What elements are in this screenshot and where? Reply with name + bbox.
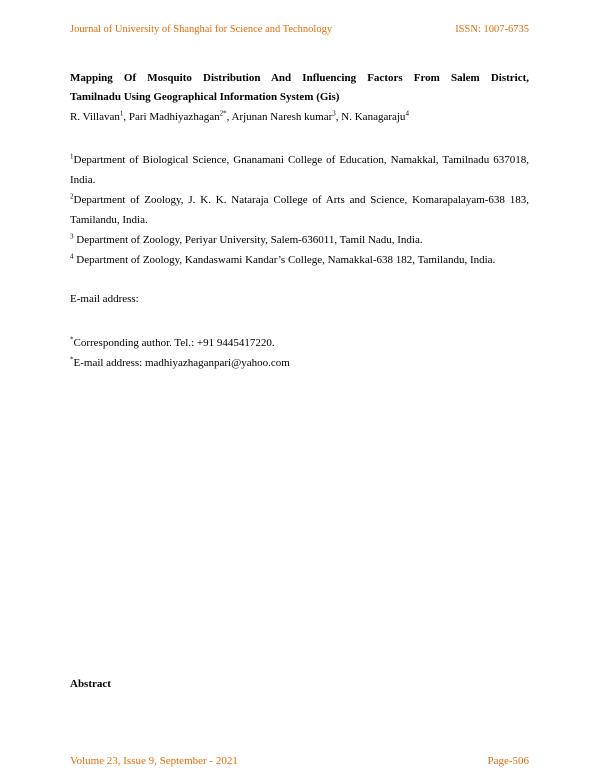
affiliation-sup: 2 bbox=[70, 192, 74, 201]
affiliation bbox=[70, 250, 529, 270]
footer-page: Page-506 bbox=[487, 755, 529, 767]
footer-volume: Volume 23, Issue 9, September - 2021 bbox=[70, 755, 238, 767]
corresponding-author bbox=[70, 333, 529, 373]
author: Arjunan Naresh kumar bbox=[231, 111, 333, 123]
author: N. Kanagaraju bbox=[341, 111, 406, 123]
affiliation-sup: 3 bbox=[70, 232, 74, 241]
affiliation bbox=[70, 190, 529, 230]
corresponding-email-text: E-mail address: madhiyazhaganpari@yahoo.com bbox=[73, 357, 290, 369]
affiliation bbox=[70, 230, 529, 250]
abstract-heading: Abstract bbox=[70, 678, 111, 690]
issn: ISSN: 1007-6735 bbox=[455, 24, 529, 35]
affiliation-text: Department of Biological Science, Gnanamani College of Education, Namakkal, Tamilnadu 637018, India. bbox=[70, 154, 529, 186]
email-label: E-mail address: bbox=[70, 293, 139, 305]
affiliation-text: Department of Zoology, Periyar University, Salem-636011, Tamil Nadu, India. bbox=[76, 234, 423, 246]
author-sup: 1 bbox=[119, 109, 124, 118]
author: R. Villavan bbox=[70, 111, 120, 123]
title-line-2: Tamilnadu Using Geographical Information System (Gis) bbox=[70, 91, 340, 103]
affiliation-text: Department of Zoology, Kandaswami Kandar’s College, Namakkal-638 182, Tamilandu, India. bbox=[76, 254, 496, 266]
corresponding-tel-text: Corresponding author. Tel.: +91 9445417220. bbox=[73, 337, 275, 349]
affiliation-text: Department of Zoology, J. K. K. Nataraja College of Arts and Science, Komarapalayam-638 183, Tamilandu, India. bbox=[70, 194, 529, 226]
affiliation-sup: 4 bbox=[70, 252, 74, 261]
corresponding-tel bbox=[70, 333, 529, 353]
author-list: R. Villavan$^1$, Pari Madhiyazhagan$^{2*}$, Arjunan Naresh kumar$^3$, N. Kanagaraju$^4$ bbox=[70, 109, 409, 123]
affiliation bbox=[70, 150, 529, 190]
title-line-1: Mapping Of Mosquito Distribution And Influencing Factors From Salem District, bbox=[70, 72, 529, 84]
corresponding-sup: * bbox=[70, 335, 74, 344]
corresponding-email bbox=[70, 353, 529, 373]
journal-name: Journal of University of Shanghai for Science and Technology bbox=[70, 24, 333, 35]
paper-title bbox=[70, 69, 529, 107]
affiliation-sup: 1 bbox=[70, 152, 74, 161]
author-sup: 3 bbox=[332, 109, 336, 118]
corresponding-sup: * bbox=[70, 355, 74, 364]
author: Pari Madhiyazhagan bbox=[128, 111, 220, 123]
author-sup: 2* bbox=[219, 109, 227, 118]
author-sup: 4 bbox=[405, 109, 409, 118]
affiliations bbox=[70, 150, 529, 270]
